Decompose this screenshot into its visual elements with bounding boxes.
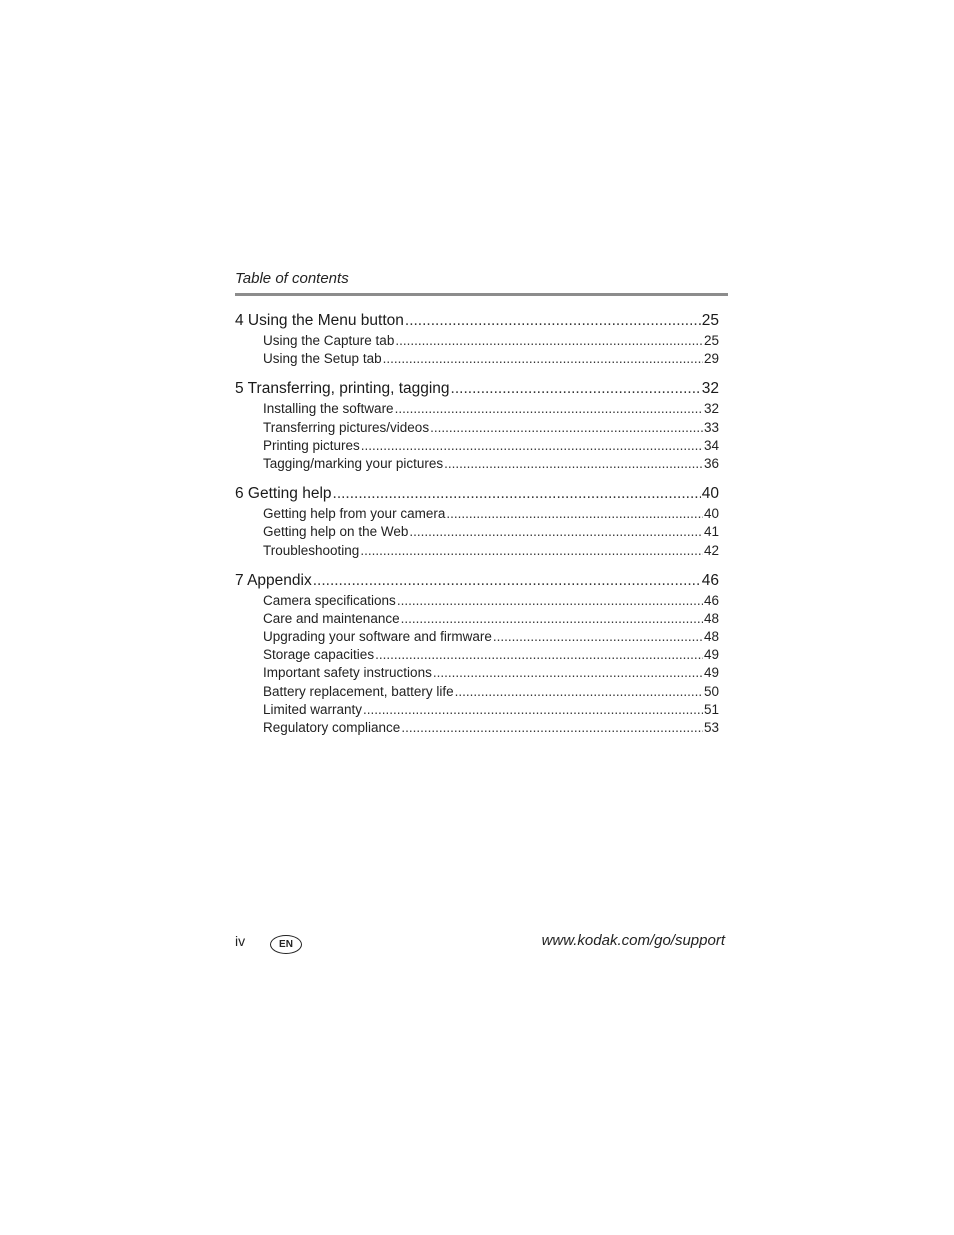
toc-page-number: 40 — [703, 506, 719, 522]
toc-page-number: 53 — [703, 720, 719, 735]
toc-entry-label: Battery replacement, battery life — [263, 683, 454, 699]
toc-entry[interactable] — [235, 664, 719, 682]
dot-leader — [409, 523, 703, 541]
toc-page-number: 29 — [703, 351, 719, 367]
toc-entry[interactable] — [235, 719, 719, 737]
toc-entry[interactable] — [235, 419, 719, 437]
toc-entry-label: Getting help on the Web — [263, 524, 409, 540]
toc-entry[interactable] — [235, 505, 719, 523]
toc-entry[interactable] — [235, 683, 719, 701]
toc-entry[interactable] — [235, 542, 719, 560]
dot-leader — [433, 664, 703, 682]
dot-leader — [395, 332, 703, 350]
toc-page-number: 41 — [703, 524, 719, 540]
dot-leader — [405, 310, 701, 332]
toc-entry-label: Camera specifications — [263, 592, 396, 608]
dot-leader — [455, 683, 703, 701]
toc-chapter-title: 5 Transferring, printing, tagging — [235, 380, 450, 398]
dot-leader — [360, 542, 703, 560]
toc-page-number: 50 — [703, 683, 719, 699]
footer-page-number: iv — [235, 933, 246, 949]
toc-page-number: 48 — [703, 629, 719, 645]
dot-leader — [401, 610, 703, 628]
toc-chapter-7 — [235, 570, 719, 738]
toc-entry-label: Installing the software — [263, 401, 394, 417]
toc-entry-label: Upgrading your software and firmware — [263, 629, 492, 645]
toc-entry-label: Getting help from your camera — [263, 506, 446, 522]
toc-chapter-heading[interactable] — [235, 378, 719, 400]
toc-entry-label: Limited warranty — [263, 701, 363, 717]
dot-leader — [333, 483, 701, 505]
toc-entry[interactable] — [235, 646, 719, 664]
toc-entry-label: Using the Capture tab — [263, 333, 395, 348]
toc-entry[interactable] — [235, 350, 719, 368]
toc-chapter-heading[interactable] — [235, 570, 719, 592]
dot-leader — [397, 592, 703, 610]
toc-chapter-heading[interactable] — [235, 310, 719, 332]
dot-leader — [401, 719, 703, 737]
toc-page-number: 46 — [701, 571, 719, 589]
toc-entry[interactable] — [235, 523, 719, 541]
toc-entry[interactable] — [235, 332, 719, 350]
toc-entry[interactable] — [235, 437, 719, 455]
toc-chapter-title: 6 Getting help — [235, 485, 332, 503]
dot-leader — [383, 350, 703, 368]
toc-entry-label: Tagging/marking your pictures — [263, 455, 444, 471]
dot-leader — [395, 400, 703, 418]
toc-page-number: 46 — [703, 592, 719, 608]
toc-chapter-heading[interactable] — [235, 483, 719, 505]
table-of-contents — [235, 310, 719, 747]
dot-leader — [451, 378, 701, 400]
dot-leader — [493, 628, 703, 646]
toc-page-number: 40 — [701, 485, 719, 503]
toc-page-number: 49 — [703, 647, 719, 663]
language-badge-icon: EN — [270, 935, 302, 954]
toc-page-number: 32 — [703, 401, 719, 417]
dot-leader — [313, 570, 701, 592]
toc-chapter-title: 4 Using the Menu button — [235, 312, 404, 329]
dot-leader — [375, 646, 703, 664]
toc-page-number: 49 — [703, 665, 719, 681]
toc-entry[interactable] — [235, 628, 719, 646]
toc-page-number: 42 — [703, 542, 719, 558]
toc-entry-label: Printing pictures — [263, 437, 360, 453]
toc-entry-label: Regulatory compliance — [263, 720, 401, 735]
toc-entry-label: Storage capacities — [263, 647, 375, 663]
header-divider — [235, 293, 728, 296]
dot-leader — [363, 701, 703, 719]
toc-entry[interactable] — [235, 400, 719, 418]
toc-page-number: 25 — [703, 333, 719, 348]
toc-page-number: 33 — [703, 419, 719, 435]
toc-entry-label: Transferring pictures/videos — [263, 419, 430, 435]
toc-page-number: 51 — [703, 701, 719, 717]
toc-page-number: 32 — [701, 380, 719, 398]
toc-page-number: 25 — [701, 312, 719, 329]
toc-page-number: 34 — [703, 437, 719, 453]
toc-page-number: 36 — [703, 455, 719, 471]
toc-page-number: 48 — [703, 610, 719, 626]
page-header-title: Table of contents — [235, 270, 349, 287]
toc-chapter-4 — [235, 310, 719, 368]
dot-leader — [430, 419, 703, 437]
toc-entry[interactable] — [235, 592, 719, 610]
toc-entry[interactable] — [235, 610, 719, 628]
toc-entry-label: Troubleshooting — [263, 542, 360, 558]
dot-leader — [446, 505, 703, 523]
toc-chapter-title: 7 Appendix — [235, 571, 312, 589]
toc-chapter-6 — [235, 483, 719, 560]
toc-entry[interactable] — [235, 455, 719, 473]
dot-leader — [361, 437, 703, 455]
dot-leader — [444, 455, 703, 473]
toc-entry-label: Care and maintenance — [263, 610, 400, 626]
toc-entry-label: Using the Setup tab — [263, 351, 382, 367]
toc-entry-label: Important safety instructions — [263, 665, 432, 681]
toc-chapter-5 — [235, 378, 719, 473]
footer-support-url[interactable]: www.kodak.com/go/support — [541, 932, 725, 949]
toc-entry[interactable] — [235, 701, 719, 719]
